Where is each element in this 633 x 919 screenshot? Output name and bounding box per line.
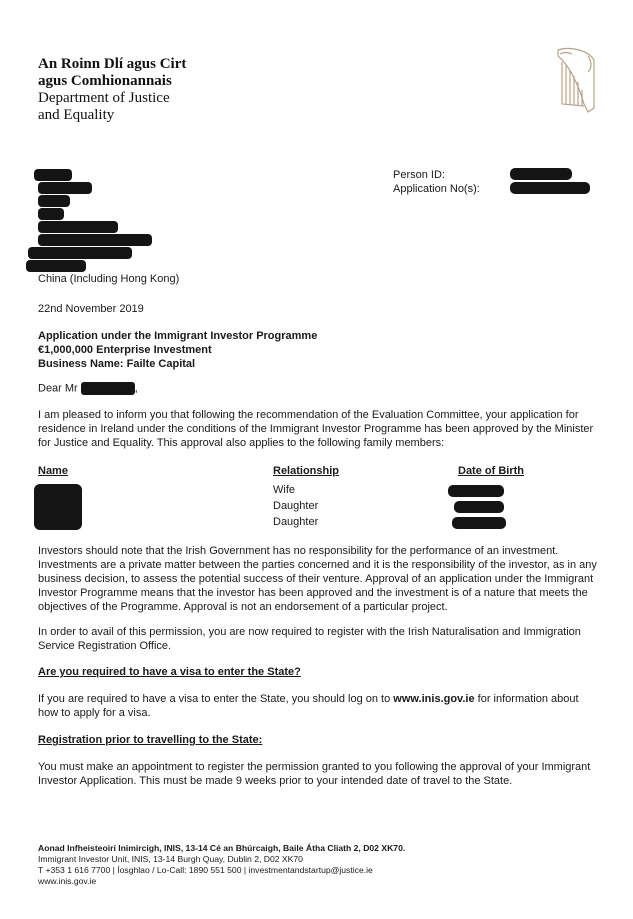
letter-subject — [38, 329, 317, 371]
investors-note: Investors should note that the Irish Government has no responsibility for the performance of an investment. Investments are a private matter between the parties concerned and it is the responsibility of the investor, as in any business decision, to assess the potential success of their venture. Approval of an application under the Immigrant Investor Programme means that the investor has been approved and the investment is of a nature that meets the objectives of the Programme. Approval is not an endorsement of a particular project. — [38, 545, 597, 613]
redaction-bar — [454, 501, 504, 513]
salutation — [38, 382, 138, 395]
letter-footer — [38, 843, 405, 887]
recipient-address — [38, 168, 179, 287]
harp-icon — [548, 44, 600, 116]
redaction-bar — [38, 182, 92, 194]
redaction-bar — [34, 484, 82, 530]
department-english-line2: and Equality — [38, 107, 115, 123]
subject-line1: Application under the Immigrant Investor Programme — [38, 330, 318, 342]
register-note: In order to avail of this permission, you are now required to register with the Irish Naturalisation and Immigration Service Registration Office. — [38, 626, 581, 652]
visa-text-before: If you are required to have a visa to enter the State, you should log on to — [38, 693, 391, 705]
salutation-text: Dear Mr — [38, 382, 78, 395]
visa-paragraph — [38, 692, 598, 720]
redaction-bar — [38, 208, 64, 220]
department-irish-line2: agus Comhionannais — [38, 73, 172, 89]
redaction-bar — [510, 168, 572, 180]
redaction-bar — [448, 485, 504, 497]
redaction-bar — [510, 182, 590, 194]
recipient-country: China (Including Hong Kong) — [38, 273, 180, 285]
family-relationships — [273, 482, 318, 530]
footer-english-address: Immigrant Investor Unit, INIS, 13-14 Burgh Quay, Dublin 2, D02 XK70 — [38, 854, 303, 864]
footer-irish-address: Aonad Infheisteoirí Inimircigh, INIS, 13-14 Cé an Bhúrcaigh, Baile Átha Cliath 2, D02 XK70. — [38, 843, 406, 853]
letter-date: 22nd November 2019 — [38, 303, 144, 315]
table-header-relationship: Relationship — [273, 465, 340, 477]
registration-paragraph: You must make an appointment to register the permission granted to you following the approval of your Immigrant Investor Application. This must be made 9 weeks prior to your intended date of travel to the State. — [38, 761, 591, 787]
intro-paragraph: I am pleased to inform you that following the recommendation of the Evaluation Committee, your application for residence in Ireland under the conditions of the Immigrant Investor Programme has been approved by the Minister for Justice and Equality. This approval also applies to the following family members: — [38, 409, 594, 449]
registration-heading: Registration prior to travelling to the State: — [38, 734, 263, 746]
table-header-dob: Date of Birth — [458, 465, 524, 477]
redaction-bar — [28, 247, 132, 259]
family-dobs — [448, 484, 506, 529]
redaction-bar — [34, 169, 72, 181]
footer-web[interactable]: www.inis.gov.ie — [38, 876, 97, 886]
redaction-bar — [452, 517, 506, 529]
department-irish-line1: An Roinn Dlí agus Cirt — [38, 56, 187, 72]
visa-text-after: for information about how to apply for a visa. — [38, 693, 579, 719]
subject-line2: €1,000,000 Enterprise Investment — [38, 344, 212, 356]
redaction-bar — [38, 195, 70, 207]
table-header-name: Name — [38, 465, 68, 477]
subject-line3: Business Name: Failte Capital — [38, 358, 196, 370]
visa-heading: Are you required to have a visa to enter the State? — [38, 666, 301, 678]
application-no-label: Application No(s): — [393, 183, 480, 195]
redaction-bar — [26, 260, 86, 272]
redaction-bar — [38, 221, 118, 233]
inis-website-link[interactable]: www.inis.gov.ie — [393, 693, 475, 705]
department-english-line1: Department of Justice — [38, 90, 170, 106]
reference-ids — [393, 168, 590, 196]
footer-contact: T +353 1 616 7700 | Íosghlao / Lo-Call: 1890 551 500 | investmentandstartup@justice.ie — [38, 865, 373, 875]
redaction-bar — [81, 382, 135, 395]
table-row: Wife — [273, 484, 295, 496]
department-header — [38, 56, 186, 124]
person-id-label: Person ID: — [393, 169, 445, 181]
redaction-bar — [38, 234, 152, 246]
salutation-comma: , — [134, 382, 138, 395]
table-row: Daughter — [273, 516, 319, 528]
table-row: Daughter — [273, 500, 319, 512]
